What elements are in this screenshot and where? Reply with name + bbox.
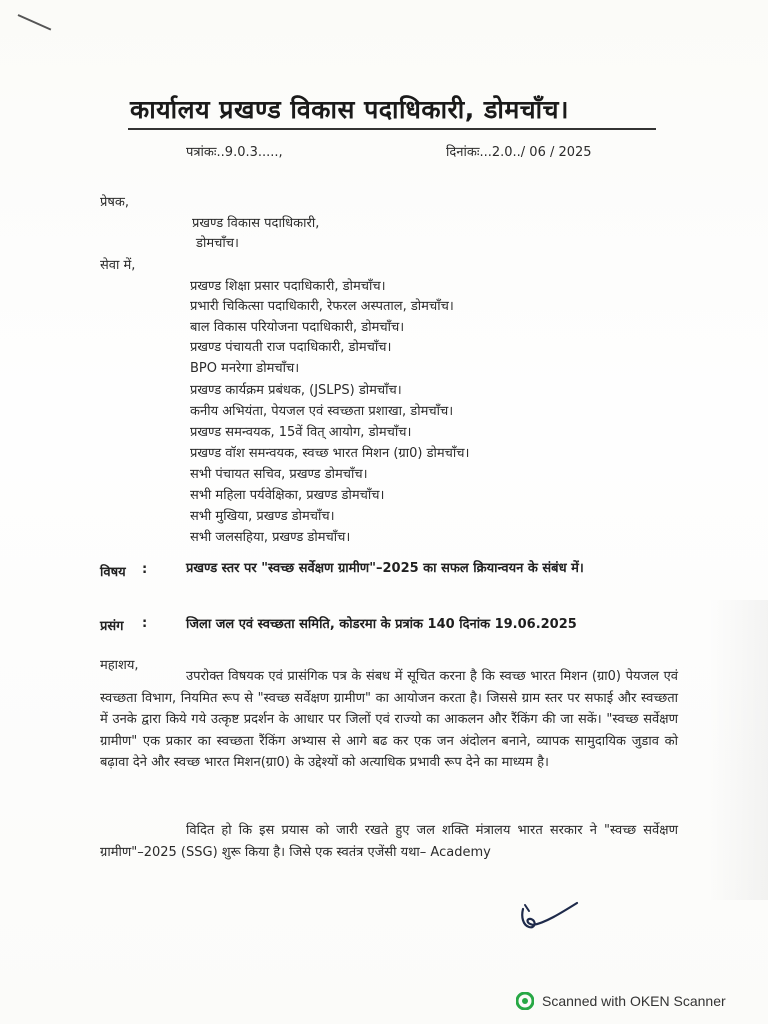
signature [515, 895, 585, 935]
body-paragraph: उपरोक्त विषयक एवं प्रासंगिक पत्र के संबध में सूचित करना है कि स्वच्छ भारत मिशन (ग्रा0) पेयजल एवं स्वच्छता विभाग, नियमित रूप से "स्वच्छ सर्वेक्षण ग्रामीण" का आयोजन करता है। जिससे ग्राम स्तर पर सफाई और स्वच्छता में उनके द्वारा किये गये उत्कृष्ट प्रदर्शन के आधार पर जिलों एवं राज्यो का आकलन और रैंकिंग की जा सकें। "स्वच्छ सर्वेक्षण ग्रामीण" एक प्रकार का स्वच्छता रैंकिंग अभ्यास से आगे बढ कर एक जन अंदोलन बनाने, व्यापक सामुदायिक जुडाव को बढ़ावा देने और स्वच्छ भारत मिशन(ग्रा0) के उद्देश्यों को अत्याधिक प्रभावी रूप देने का माध्यम है। [100, 669, 678, 770]
sender-name: प्रखण्ड विकास पदाधिकारी, [192, 216, 320, 231]
recipient-item: प्रखण्ड वॉश समन्वयक, स्वच्छ भारत मिशन (ग्रा0) डोमचाँच। [190, 446, 470, 461]
body-paragraph: विदित हो कि इस प्रयास को जारी रखते हुए जल शक्ति मंत्रालय भारत सरकार ने "स्वच्छ सर्वेक्षण ग्रामीण"–2025 (SSG) शुरू किया है। जिसे एक स्वतंत्र एजेंसी यथा– Academy [100, 823, 678, 860]
reference-colon: : [142, 616, 148, 631]
sender-place: डोमचाँच। [196, 236, 239, 251]
subject-text: प्रखण्ड स्तर पर "स्वच्छ सर्वेक्षण ग्रामीण"–2025 का सफल क्रियान्वयन के संबंध में। [186, 561, 584, 576]
subject-label: विषय [100, 565, 126, 580]
scanner-watermark [516, 990, 726, 1012]
office-title: कार्यालय प्रखण्ड विकास पदाधिकारी, डोमचाँच। [130, 95, 569, 124]
recipient-item: प्रखण्ड पंचायती राज पदाधिकारी, डोमचाँच। [190, 340, 392, 355]
recipients-label: सेवा में, [100, 258, 136, 273]
recipient-item: सभी मुखिया, प्रखण्ड डोमचाँच। [190, 509, 335, 524]
subject-colon: : [142, 562, 148, 577]
reference-label: प्रसंग [100, 619, 124, 634]
reference-text: जिला जल एवं स्वच्छता समिति, कोडरमा के प्रत्रांक 140 दिनांक 19.06.2025 [186, 617, 577, 632]
recipient-item: प्रखण्ड कार्यक्रम प्रबंधक, (JSLPS) डोमचाँच। [190, 383, 402, 398]
recipient-item: प्रभारी चिकित्सा पदाधिकारी, रेफरल अस्पताल, डोमचाँच। [190, 299, 454, 314]
recipient-item: सभी महिला पर्यवेक्षिका, प्रखण्ड डोमचाँच। [190, 488, 385, 503]
letter-date: दिनांकः...2.0../ 06 / 2025 [446, 145, 592, 160]
recipient-item: प्रखण्ड शिक्षा प्रसार पदाधिकारी, डोमचाँच। [190, 279, 386, 294]
sender-label: प्रेषक, [100, 195, 130, 210]
pen-mark [18, 14, 52, 30]
recipient-item: सभी जलसहिया, प्रखण्ड डोमचाँच। [190, 530, 351, 545]
recipient-item: सभी पंचायत सचिव, प्रखण्ड डोमचाँच। [190, 467, 368, 482]
scanner-text: Scanned with OKEN Scanner [542, 993, 726, 1009]
recipient-item: बाल विकास परियोजना पदाधिकारी, डोमचाँच। [190, 320, 405, 335]
recipient-item: प्रखण्ड समन्वयक, 15वें वित् आयोग, डोमचाँच। [190, 425, 412, 440]
salutation: महाशय, [100, 658, 139, 673]
letter-number: पत्रांकः..9.0.3....., [186, 145, 283, 160]
recipient-item: BPO मनरेगा डोमचाँच। [190, 361, 300, 376]
title-underline [128, 128, 656, 130]
oken-scanner-logo-icon [516, 992, 534, 1010]
recipient-item: कनीय अभियंता, पेयजल एवं स्वच्छता प्रशाखा, डोमचाँच। [190, 404, 454, 419]
page-shadow [708, 600, 768, 900]
